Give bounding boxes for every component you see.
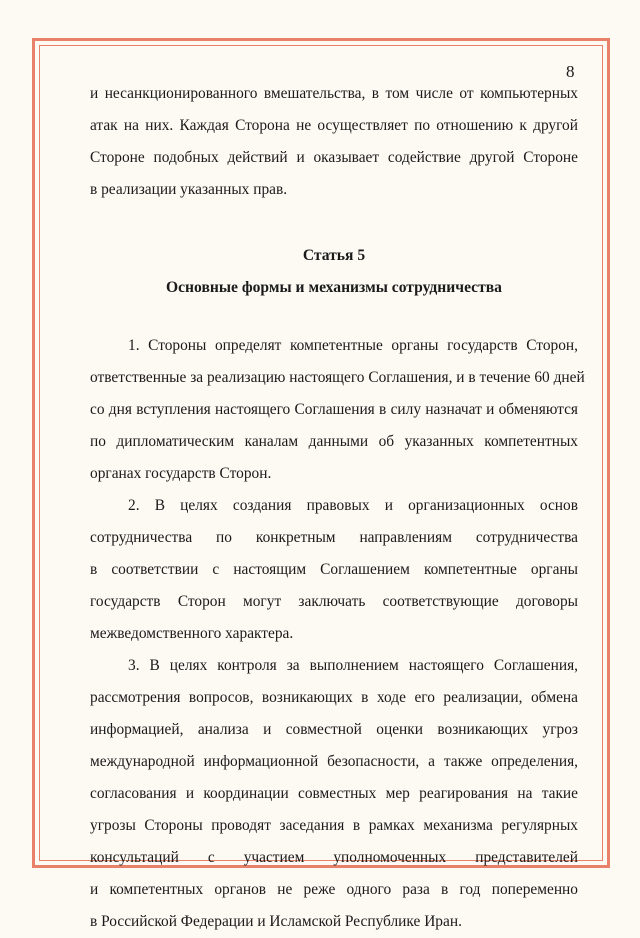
text-line: в Российской Федерации и Исламской Республике Иран.: [90, 913, 462, 930]
text-line: ответственные за реализацию настоящего Соглашения, и в течение 60 дней: [90, 369, 585, 386]
text-line: и несанкционированного вмешательства, в том числе от компьютерных: [90, 85, 578, 102]
text-line: согласования и координации совместных мер реагирования на такие: [90, 785, 578, 802]
text-line: атак на них. Каждая Сторона не осуществляет по отношению к другой: [90, 117, 578, 134]
page-number: 8: [566, 62, 575, 81]
paragraph-3: [90, 650, 578, 938]
text-line: информацией, анализа и совместной оценки возникающих угроз: [90, 721, 578, 738]
text-line: 2. В целях создания правовых и организационных основ: [128, 497, 578, 514]
text-line: со дня вступления настоящего Соглашения в силу назначат и обменяются: [90, 401, 578, 418]
continuation-paragraph: [90, 78, 578, 206]
text-line: консультаций с участием уполномоченных представителей: [90, 849, 578, 866]
text-line: рассмотрения вопросов, возникающих в ходе его реализации, обмена: [90, 689, 578, 706]
text-line: 1. Стороны определят компетентные органы государств Сторон,: [128, 337, 578, 354]
text-line: Стороне подобных действий и оказывает содействие другой Стороне: [90, 149, 578, 166]
text-line: угрозы Стороны проводят заседания в рамках механизма регулярных: [90, 817, 578, 834]
text-line: 3. В целях контроля за выполнением настоящего Соглашения,: [128, 657, 578, 674]
text-line: по дипломатическим каналам данными об указанных компетентных: [90, 433, 578, 450]
text-line: в соответствии с настоящим Соглашением компетентные органы: [90, 561, 578, 578]
text-line: в реализации указанных прав.: [90, 181, 288, 198]
text-line: государств Сторон могут заключать соответствующие договоры: [90, 593, 578, 610]
paragraph-1: [90, 330, 585, 490]
paragraph-2: [90, 490, 578, 650]
text-line: межведомственного характера.: [90, 625, 294, 642]
text-line: органах государств Сторон.: [90, 465, 272, 482]
text-line: и компетентных органов не реже одного раза в год попеременно: [90, 881, 578, 898]
text-line: сотрудничества по конкретным направлениям сотрудничества: [90, 529, 578, 546]
article-subtitle: Основные формы и механизмы сотрудничества: [166, 279, 502, 296]
document-body: [90, 78, 585, 938]
text-line: международной информационной безопасности, а также определения,: [90, 753, 578, 770]
article-title: Статья 5: [302, 247, 366, 264]
